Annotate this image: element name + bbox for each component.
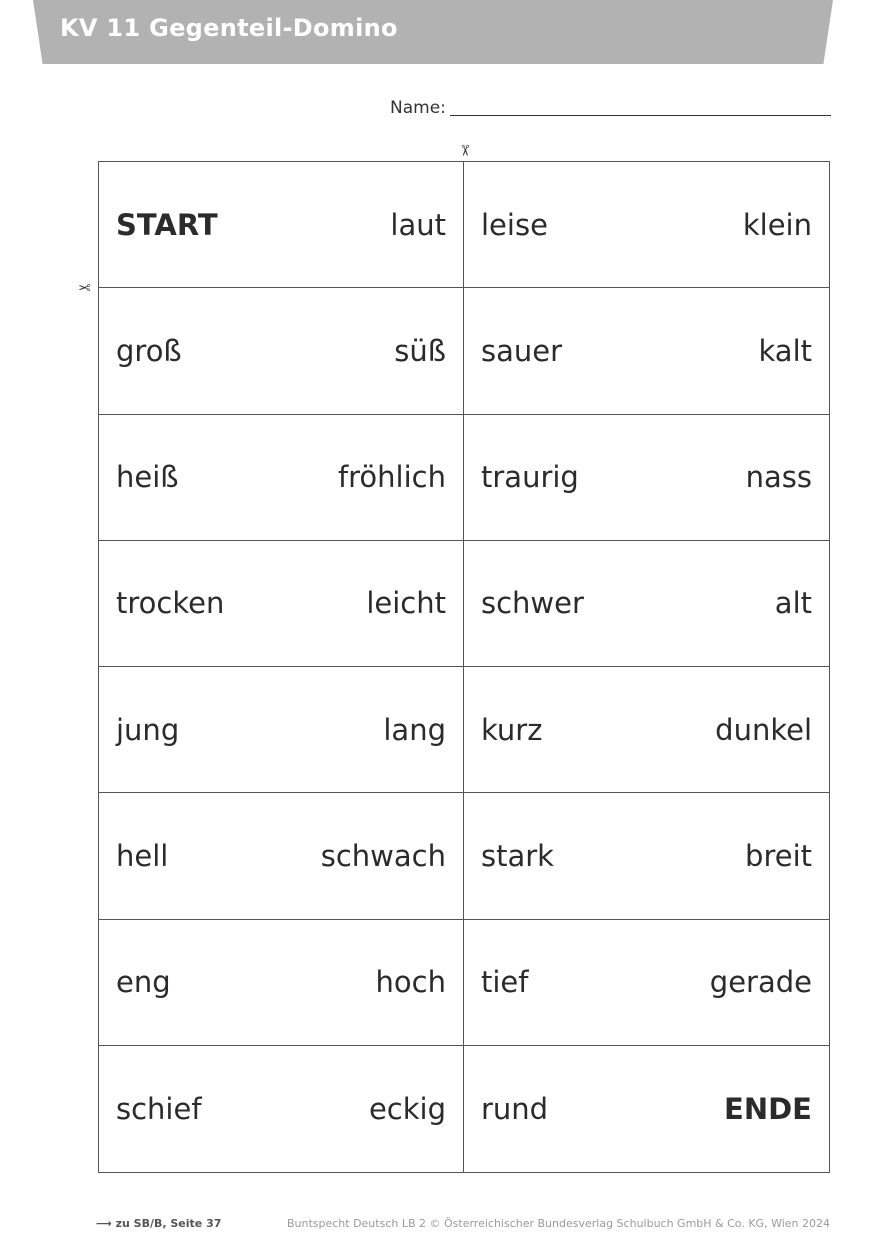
domino-left-word: rund [481, 1091, 549, 1126]
domino-left-word: trocken [116, 586, 225, 621]
domino-right-word: klein [742, 207, 812, 242]
domino-left-word: schief [116, 1091, 202, 1126]
domino-right-word: ENDE [724, 1091, 812, 1126]
domino-left-word: START [116, 207, 218, 242]
domino-right-word: laut [390, 207, 446, 242]
domino-right-word: alt [774, 586, 812, 621]
domino-card [464, 288, 829, 414]
domino-left-word: sauer [481, 333, 563, 368]
domino-card [464, 920, 829, 1046]
copyright-notice: Buntspecht Deutsch LB 2 © Österreichischer Bundesverlag Schulbuch GmbH & Co. KG, Wien 2024 [286, 1217, 830, 1230]
domino-card [99, 415, 464, 541]
domino-right-word: nass [745, 460, 812, 495]
domino-right-word: kalt [758, 333, 812, 368]
domino-right-word: süß [394, 333, 446, 368]
scissors-icon: ✂ [78, 279, 91, 297]
domino-right-word: gerade [709, 965, 812, 1000]
domino-right-word: lang [383, 712, 446, 747]
name-label: Name: [390, 98, 446, 118]
domino-left-word: groß [116, 333, 182, 368]
domino-right-word: dunkel [715, 712, 812, 747]
domino-card [464, 667, 829, 793]
domino-right-word: schwach [320, 838, 446, 873]
domino-card [464, 541, 829, 667]
domino-card [99, 288, 464, 414]
domino-card [464, 793, 829, 919]
domino-right-word: eckig [368, 1091, 446, 1126]
domino-card [464, 1046, 829, 1172]
domino-left-word: leise [481, 207, 548, 242]
domino-left-word: tief [481, 965, 529, 1000]
domino-card [99, 1046, 464, 1172]
domino-card [464, 415, 829, 541]
name-field [390, 98, 831, 120]
domino-card [99, 920, 464, 1046]
scissors-icon: ✂ [455, 144, 474, 157]
domino-left-word: eng [116, 965, 171, 1000]
domino-card [464, 162, 829, 288]
domino-left-word: schwer [481, 586, 584, 621]
domino-card [99, 667, 464, 793]
domino-right-word: leicht [366, 586, 446, 621]
domino-right-word: breit [745, 838, 812, 873]
domino-card [99, 541, 464, 667]
domino-card [99, 162, 464, 288]
name-input-line[interactable] [450, 115, 831, 116]
domino-right-word: hoch [375, 965, 446, 1000]
domino-left-word: stark [481, 838, 554, 873]
domino-left-word: kurz [481, 712, 543, 747]
page-reference: ⟶ zu SB/B, Seite 37 [96, 1217, 222, 1230]
domino-left-word: hell [116, 838, 169, 873]
domino-right-word: fröhlich [337, 460, 446, 495]
domino-card [99, 793, 464, 919]
domino-grid [98, 161, 830, 1173]
domino-left-word: traurig [481, 460, 579, 495]
domino-left-word: heiß [116, 460, 179, 495]
domino-left-word: jung [116, 712, 180, 747]
page-title: KV 11 Gegenteil-Domino [60, 14, 398, 42]
